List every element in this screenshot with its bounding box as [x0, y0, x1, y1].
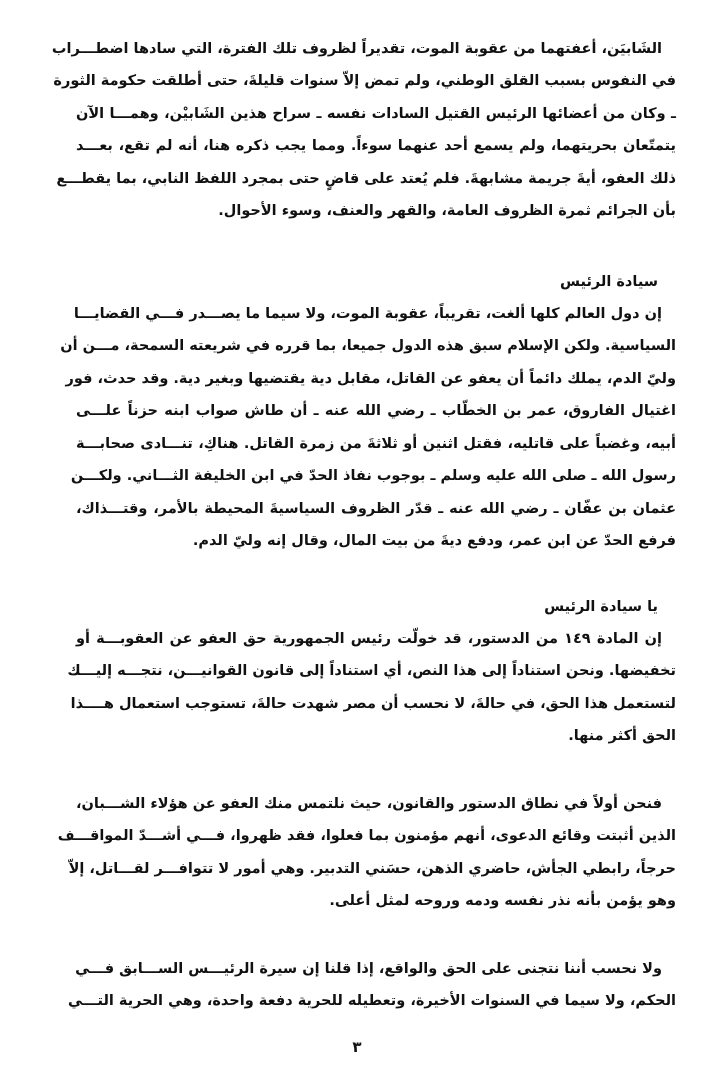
paragraph-line: ولا نحسب أننا نتجنى على الحق والواقع، إذا قلنا إن سيرة الرئيـــس الســـابق فـــي	[75, 961, 662, 977]
paragraph-line: الشَابيَن، أعفتهما من عقوبة الموت، تقديراً لظروف تلك الفترة، التي سادها اضطـــراب	[51, 41, 662, 57]
paragraph-line: الذين أثبتت وقائع الدعوى، أنهم مؤمنون بما فعلوا، فقد ظهروا، فـــي أشـــدّ المواقـــف	[57, 828, 676, 844]
section-heading: سيادة الرئيس	[560, 274, 658, 290]
paragraph-line: يتمتّعان بحريتهما، ولم يسمع أحد عنهما سوءاً. ومما يجب ذكره هنا، أنه لم تقع، بعـــد	[76, 138, 676, 154]
paragraph-line: فنحن أولاً في نطاق الدستور والقانون، حيث نلتمس منك العفو عن هؤلاء الشـــبان،	[76, 796, 662, 812]
paragraph-line: ـ وكان من أعضائها الرئيس القتيل السادات نفسه ـ سراح هذين الشَابيْن، وهمـــا الآن	[76, 106, 676, 122]
paragraph-line: الحق أكثر منها.	[568, 728, 676, 744]
paragraph-line: وهو يؤمن بأنه نذر نفسه ودمه وروحه لمثل أعلى.	[329, 893, 676, 909]
paragraph-line: فرفع الحدّ عن ابن عمر، ودفع ديةَ من بيت المال، وقال إنه وليّ الدم.	[192, 533, 676, 549]
paragraph-line: حرجاً، رابطي الجأش، حاضري الذهن، حسَني التدبير. وهي أمور لا تتوافـــر لقـــاتل، إلاّ	[68, 861, 676, 877]
paragraph-line: في النفوس بسبب القلق الوطني، ولم تمض إلاّ سنوات قليلةَ، حتى أطلقت حكومة الثورة	[53, 73, 676, 89]
page-number: ٣	[352, 1038, 362, 1056]
paragraph-line: إن دول العالم كلها ألغت، تقريباً، عقوبة الموت، ولا سيما ما يصـــدر فـــي القضايـــا	[73, 306, 662, 322]
paragraph-line: رسول الله ـ صلى الله عليه وسلم ـ بوجوب نفاذ الحدّ في ابن الخليفة الثـــاني. ولكـــن	[70, 468, 676, 484]
paragraph-line: السياسية. ولكن الإسلام سبق هذه الدول جميعا، بما قرره في شريعته السمحة، مـــن أن	[60, 338, 676, 354]
paragraph-line: ذلك العفو، أيةَ جريمة مشابهةَ. فلم يُعتد على قاضٍ حتى بمجرد اللفظ النابي، بما يقطـــع	[56, 171, 676, 187]
paragraph-line: إن المادة ١٤٩ من الدستور، قد خولّت رئيس الجمهورية حق العفو عن العقوبـــة أو	[76, 631, 662, 647]
section-heading: يا سيادة الرئيس	[544, 599, 658, 615]
paragraph-line: عثمان بن عفّان ـ رضي الله عنه ـ قدّر الظروف السياسيةَ المحيطة بالأمر، وقتـــذاك،	[76, 501, 676, 517]
paragraph-line: وليّ الدم، يملك دائماً أن يعفو عن القاتل، مقابل دية يقتضيها وبغير دية. وقد حدث، فور	[65, 371, 676, 387]
paragraph-line: اغتيال الفاروق، عمر بن الخطّاب ـ رضي الله عنه ـ أن طاش صواب ابنه حزناً علـــى	[76, 403, 676, 419]
paragraph-line: لتستعمل هذا الحق، في حالةَ، لا نحسب أن مصر شهدت حالةَ، تستوجب استعمال هــــذا	[70, 696, 676, 712]
paragraph-line: الحكم، ولا سيما في السنوات الأخيرة، وتعطيله للحرية دفعة واحدة، وهي الحرية التـــي	[67, 993, 676, 1009]
paragraph-line: أبيه، وغضباً على قاتليه، فقتل اثنين أو ثلاثةَ من زمرة القاتل. هناكِ، تنـــادى صحابـــة	[76, 436, 676, 452]
paragraph-line: بأن الجرائم ثمرة الظروف العامة، والقهر والعنف، وسوء الأحوال.	[218, 203, 676, 219]
paragraph-line: تخفيضها. ونحن استناداً إلى هذا النص، أي استناداً إلى قانون القوانيـــن، نتجـــه إليـــك	[67, 663, 676, 679]
